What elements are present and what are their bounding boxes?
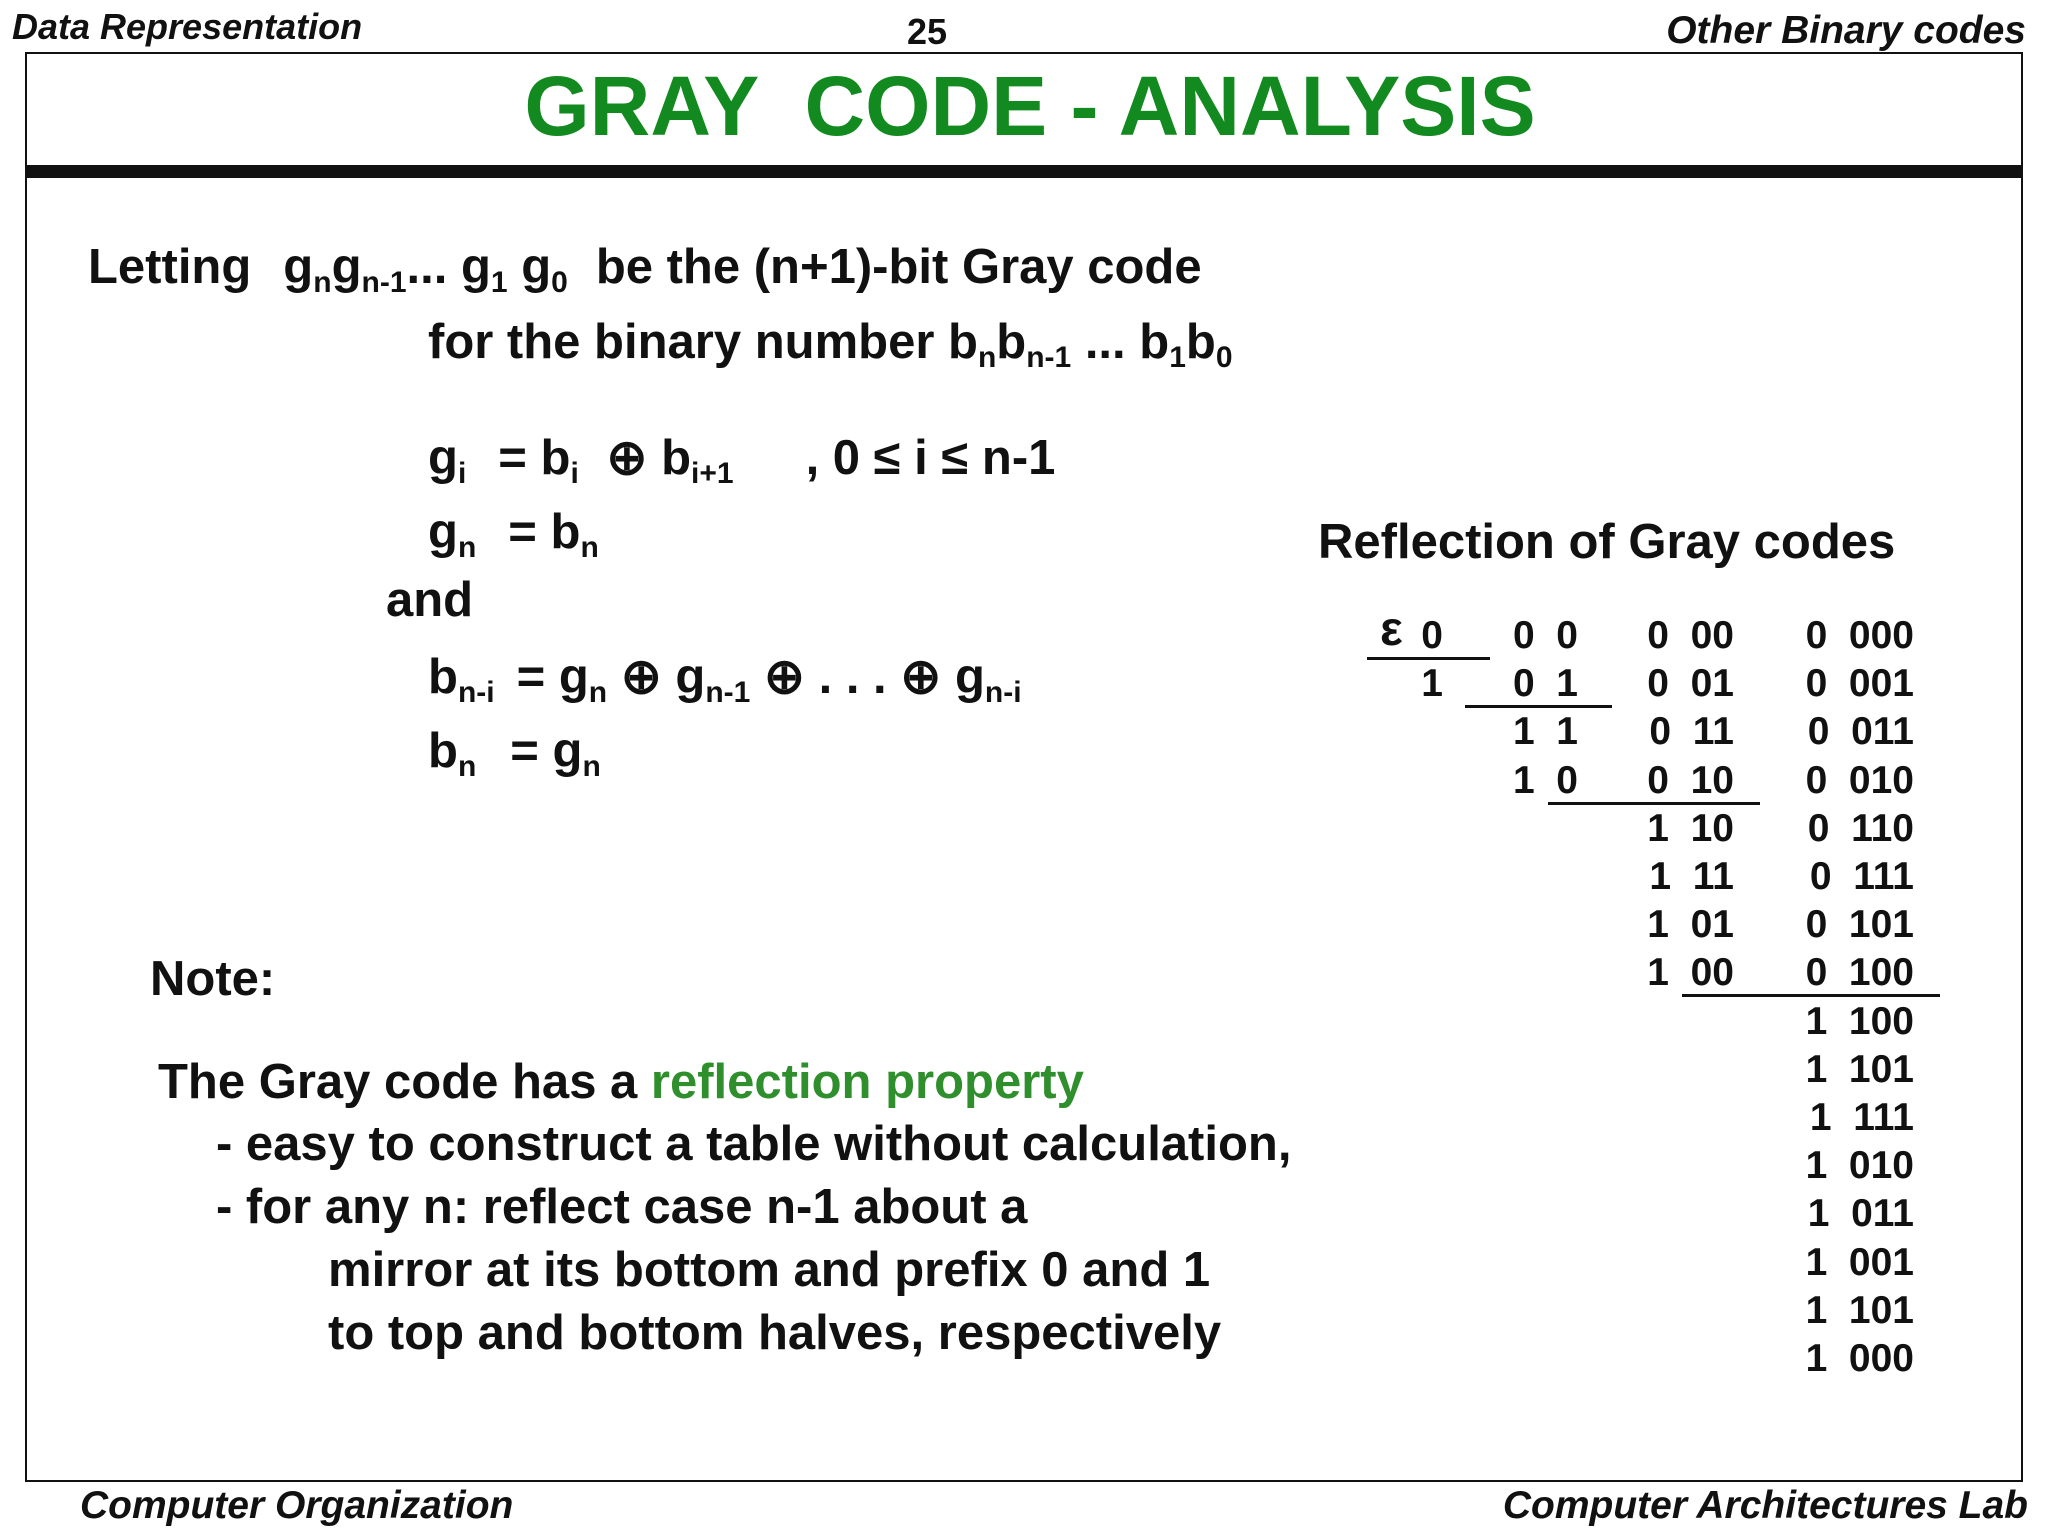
formula-bn [428, 724, 601, 783]
definition-line-2 [428, 315, 1233, 374]
gray-code-c4-r12: 1 010 [1805, 1144, 1914, 1188]
formula-op: ⊕ . . . ⊕ g [750, 650, 985, 704]
subscript: 0 [1215, 341, 1233, 374]
formula-gi [428, 431, 1056, 490]
slide-title: GRAY CODE - ANALYSIS [524, 59, 1536, 153]
formula-lhs: g [428, 505, 458, 559]
definition-text: be the (n+1)-bit Gray code [595, 240, 1202, 294]
footer-left: Computer Organization [80, 1484, 514, 1527]
subscript: n [313, 266, 332, 299]
subscript: i+1 [691, 457, 734, 490]
formula-eq: = b [498, 431, 571, 485]
subscript: n [588, 676, 608, 709]
note-bullet-2-cont-2: to top and bottom halves, respectively [328, 1306, 1222, 1360]
subscript: 0 [551, 266, 568, 299]
ellipsis-b: ... b [1071, 315, 1170, 369]
subscript: n-1 [1026, 341, 1072, 374]
formula-bni [428, 650, 1022, 709]
gray-code-c3-r3: 0 11 [1649, 710, 1734, 754]
gray-code-c4-r15: 1 101 [1805, 1288, 1914, 1332]
formula-op: ⊕ g [607, 650, 706, 704]
gray-code-c4-r2: 0 001 [1805, 662, 1914, 706]
note-line-1 [158, 1055, 1084, 1109]
formula-eq: = g [516, 650, 589, 704]
mirror-line-4 [1682, 994, 1940, 997]
gray-code-c4-r14: 1 001 [1805, 1240, 1914, 1284]
note-bullet-2-cont-1: mirror at its bottom and prefix 0 and 1 [328, 1243, 1211, 1297]
mirror-line-2 [1465, 705, 1612, 708]
gray-code-c4-r9: 1 100 [1805, 999, 1914, 1043]
formula-eq: = g [510, 724, 583, 778]
gray-code-c3-r6: 1 11 [1649, 855, 1734, 898]
gray-code-c3-r8: 1 00 [1647, 951, 1734, 995]
gray-code-c2-r4: 1 0 [1512, 758, 1578, 802]
subscript: i [457, 457, 467, 490]
subscript: n [582, 750, 601, 783]
gray-code-c4-r3: 0 011 [1807, 710, 1914, 754]
letting-word: Letting [88, 240, 252, 294]
mirror-line-1 [1367, 657, 1490, 660]
definition-text: for the binary number b [428, 315, 978, 369]
header-right: Other Binary codes [1666, 9, 2026, 52]
subscript: i [570, 457, 579, 490]
gray-code-c4-r13: 1 011 [1807, 1192, 1914, 1236]
gray-code-c1-r1: 0 [1421, 614, 1443, 657]
subscript: n [580, 531, 599, 564]
subscript: n [977, 341, 997, 374]
binary-symbol: b [996, 315, 1027, 369]
formula-op: ⊕ b [592, 431, 692, 485]
formula-lhs: b [428, 650, 458, 704]
subscript: n-1 [705, 676, 751, 709]
formula-eq: = b [508, 505, 581, 559]
gray-code-c4-r11: 1 111 [1809, 1096, 1914, 1139]
subscript: n [457, 750, 477, 783]
title-underline [25, 165, 2023, 178]
subscript: 1 [490, 266, 508, 299]
and-word: and [386, 573, 474, 627]
formula-lhs: g [428, 431, 458, 485]
gray-code-c3-r4: 0 10 [1647, 758, 1734, 802]
gray-code-c4-r7: 0 101 [1805, 903, 1914, 947]
header-left: Data Representation [12, 6, 363, 47]
reflection-property-highlight: reflection property [650, 1055, 1084, 1109]
page-number: 25 [907, 11, 948, 52]
gray-symbol: g [283, 240, 314, 294]
definition-line-1 [88, 240, 1202, 299]
gray-symbol: g [331, 240, 362, 294]
ellipsis-g: ... g [406, 240, 491, 294]
gray-code-c4-r1: 0 000 [1805, 614, 1914, 657]
formula-condition: , 0 ≤ i ≤ n-1 [805, 431, 1056, 485]
note-bullet-2: - for any n: reflect case n-1 about a [216, 1180, 1028, 1234]
note-label: Note: [150, 952, 276, 1006]
gray-code-c4-r16: 1 000 [1805, 1337, 1914, 1380]
mirror-line-3 [1548, 802, 1760, 805]
subscript: n-i [984, 676, 1022, 709]
subscript: n [457, 531, 477, 564]
binary-symbol: b [1185, 315, 1216, 369]
gray-symbol: g [507, 240, 552, 294]
gray-code-c4-r8: 0 100 [1805, 951, 1914, 995]
note-bullet-1: - easy to construct a table without calculation, [216, 1117, 1292, 1171]
gray-code-c2-r2: 0 1 [1512, 662, 1578, 706]
gray-code-c4-r10: 1 101 [1805, 1047, 1914, 1091]
gray-code-c3-r2: 0 01 [1647, 662, 1734, 706]
gray-code-c4-r6: 0 111 [1809, 855, 1914, 898]
gray-code-c4-r5: 0 110 [1807, 806, 1914, 850]
subscript: 1 [1169, 341, 1186, 374]
gray-code-c2-r3: 1 1 [1512, 710, 1578, 754]
formula-lhs: b [428, 724, 458, 778]
footer-right: Computer Architectures Lab [1502, 1484, 2028, 1527]
gray-code-c3-r1: 0 00 [1647, 614, 1734, 657]
subscript: n-i [457, 676, 495, 709]
gray-code-c1-r2: 1 [1421, 662, 1443, 706]
gray-code-c3-r5: 1 10 [1647, 806, 1734, 850]
gray-code-c4-r4: 0 010 [1805, 758, 1914, 802]
epsilon-symbol: ε [1380, 603, 1403, 656]
gray-code-c2-r1: 0 0 [1512, 614, 1578, 657]
subscript: n-1 [361, 266, 407, 299]
formula-gn [428, 505, 599, 564]
reflection-title: Reflection of Gray codes [1318, 515, 1896, 569]
note-text: The Gray code has a [158, 1055, 651, 1109]
gray-code-c3-r7: 1 01 [1647, 903, 1734, 947]
